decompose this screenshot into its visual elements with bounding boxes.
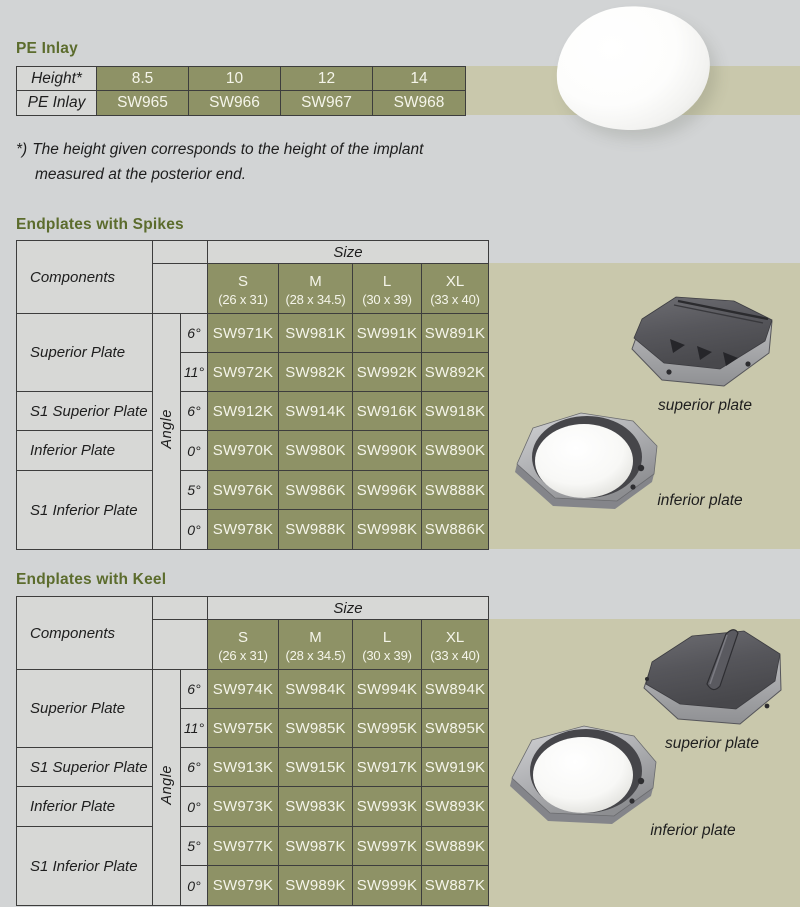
code-cell: SW998K [353,510,422,550]
spikes-superior-plate-photo [612,291,784,399]
angle-axis-cell: Angle [153,670,181,906]
inlay-code-cell: SW966 [189,91,281,116]
code-cell: SW980K [279,431,353,471]
code-cell: SW996K [353,471,422,510]
code-cell: SW892K [422,353,489,392]
pe-inlay-section-title: PE Inlay [16,40,78,57]
code-cell: SW977K [208,827,279,866]
height-footnote [16,137,476,187]
keel-superior-caption: superior plate [665,735,759,752]
angle-header-spacer [153,597,208,620]
code-cell: SW997K [353,827,422,866]
code-cell: SW986K [279,471,353,510]
keel-inferior-plate-photo [500,720,670,832]
component-cell: Inferior Plate [17,787,153,827]
code-cell: SW979K [208,866,279,906]
size-column-header: S (26 x 31) [208,264,279,314]
code-cell: SW915K [279,748,353,787]
code-cell: SW916K [353,392,422,431]
keel-inferior-caption: inferior plate [650,822,736,839]
angle-value-cell: 5° [181,827,208,866]
height-value-cell: 14 [373,67,466,91]
component-cell: Inferior Plate [17,431,153,471]
spikes-table [16,240,489,550]
code-cell: SW918K [422,392,489,431]
footnote-line2: measured at the posterior end. [35,166,247,183]
code-cell: SW995K [353,709,422,748]
code-cell: SW976K [208,471,279,510]
inlay-code-cell: SW968 [373,91,466,116]
height-label-cell: Height* [17,67,97,91]
code-cell: SW971K [208,314,279,353]
component-cell: Superior Plate [17,670,153,748]
component-cell: Superior Plate [17,314,153,392]
angle-value-cell: 0° [181,510,208,550]
code-cell: SW914K [279,392,353,431]
angle-value-cell: 0° [181,866,208,906]
components-header-cell: Components [17,241,153,314]
code-cell: SW888K [422,471,489,510]
spikes-inferior-caption: inferior plate [657,492,743,509]
code-cell: SW978K [208,510,279,550]
components-header-cell: Components [17,597,153,670]
code-cell: SW913K [208,748,279,787]
code-cell: SW886K [422,510,489,550]
angle-header-spacer [153,264,208,314]
spikes-section-title: Endplates with Spikes [16,216,184,233]
angle-value-cell: 11° [181,353,208,392]
code-cell: SW988K [279,510,353,550]
component-cell: S1 Superior Plate [17,748,153,787]
code-cell: SW990K [353,431,422,471]
angle-value-cell: 6° [181,748,208,787]
code-cell: SW999K [353,866,422,906]
footnote-marker: *) [16,141,28,158]
size-column-header: XL (33 x 40) [422,620,489,670]
code-cell: SW917K [353,748,422,787]
code-cell: SW993K [353,787,422,827]
component-cell: S1 Inferior Plate [17,471,153,550]
component-cell: S1 Superior Plate [17,392,153,431]
angle-value-cell: 6° [181,314,208,353]
keel-section-title: Endplates with Keel [16,571,167,588]
angle-value-cell: 0° [181,787,208,827]
spikes-superior-caption: superior plate [658,397,752,414]
code-cell: SW891K [422,314,489,353]
angle-value-cell: 11° [181,709,208,748]
height-value-cell: 10 [189,67,281,91]
angle-value-cell: 5° [181,471,208,510]
angle-value-cell: 6° [181,392,208,431]
code-cell: SW983K [279,787,353,827]
code-cell: SW890K [422,431,489,471]
code-cell: SW919K [422,748,489,787]
inlay-code-cell: SW965 [97,91,189,116]
code-cell: SW889K [422,827,489,866]
angle-value-cell: 6° [181,670,208,709]
code-cell: SW987K [279,827,353,866]
inlay-label-cell: PE Inlay [17,91,97,116]
code-cell: SW970K [208,431,279,471]
angle-header-spacer [153,620,208,670]
size-header-cell: Size [208,241,489,264]
pe-inlay-photo [549,0,717,139]
size-column-header: M (28 x 34.5) [279,620,353,670]
angle-axis-cell: Angle [153,314,181,550]
size-header-cell: Size [208,597,489,620]
angle-header-spacer [153,241,208,264]
code-cell: SW989K [279,866,353,906]
component-cell: S1 Inferior Plate [17,827,153,906]
code-cell: SW994K [353,670,422,709]
footnote-line1: The height given corresponds to the height of the implant [32,141,424,158]
inlay-code-cell: SW967 [281,91,373,116]
code-cell: SW887K [422,866,489,906]
code-cell: SW991K [353,314,422,353]
code-cell: SW981K [279,314,353,353]
size-column-header: L (30 x 39) [353,620,422,670]
size-column-header: L (30 x 39) [353,264,422,314]
code-cell: SW912K [208,392,279,431]
angle-value-cell: 0° [181,431,208,471]
code-cell: SW984K [279,670,353,709]
code-cell: SW973K [208,787,279,827]
code-cell: SW893K [422,787,489,827]
code-cell: SW974K [208,670,279,709]
code-cell: SW975K [208,709,279,748]
pe-inlay-table [16,66,466,116]
code-cell: SW894K [422,670,489,709]
code-cell: SW972K [208,353,279,392]
height-value-cell: 8.5 [97,67,189,91]
size-column-header: S (26 x 31) [208,620,279,670]
code-cell: SW992K [353,353,422,392]
height-value-cell: 12 [281,67,373,91]
size-column-header: XL (33 x 40) [422,264,489,314]
code-cell: SW982K [279,353,353,392]
keel-table [16,596,489,906]
size-column-header: M (28 x 34.5) [279,264,353,314]
code-cell: SW985K [279,709,353,748]
code-cell: SW895K [422,709,489,748]
